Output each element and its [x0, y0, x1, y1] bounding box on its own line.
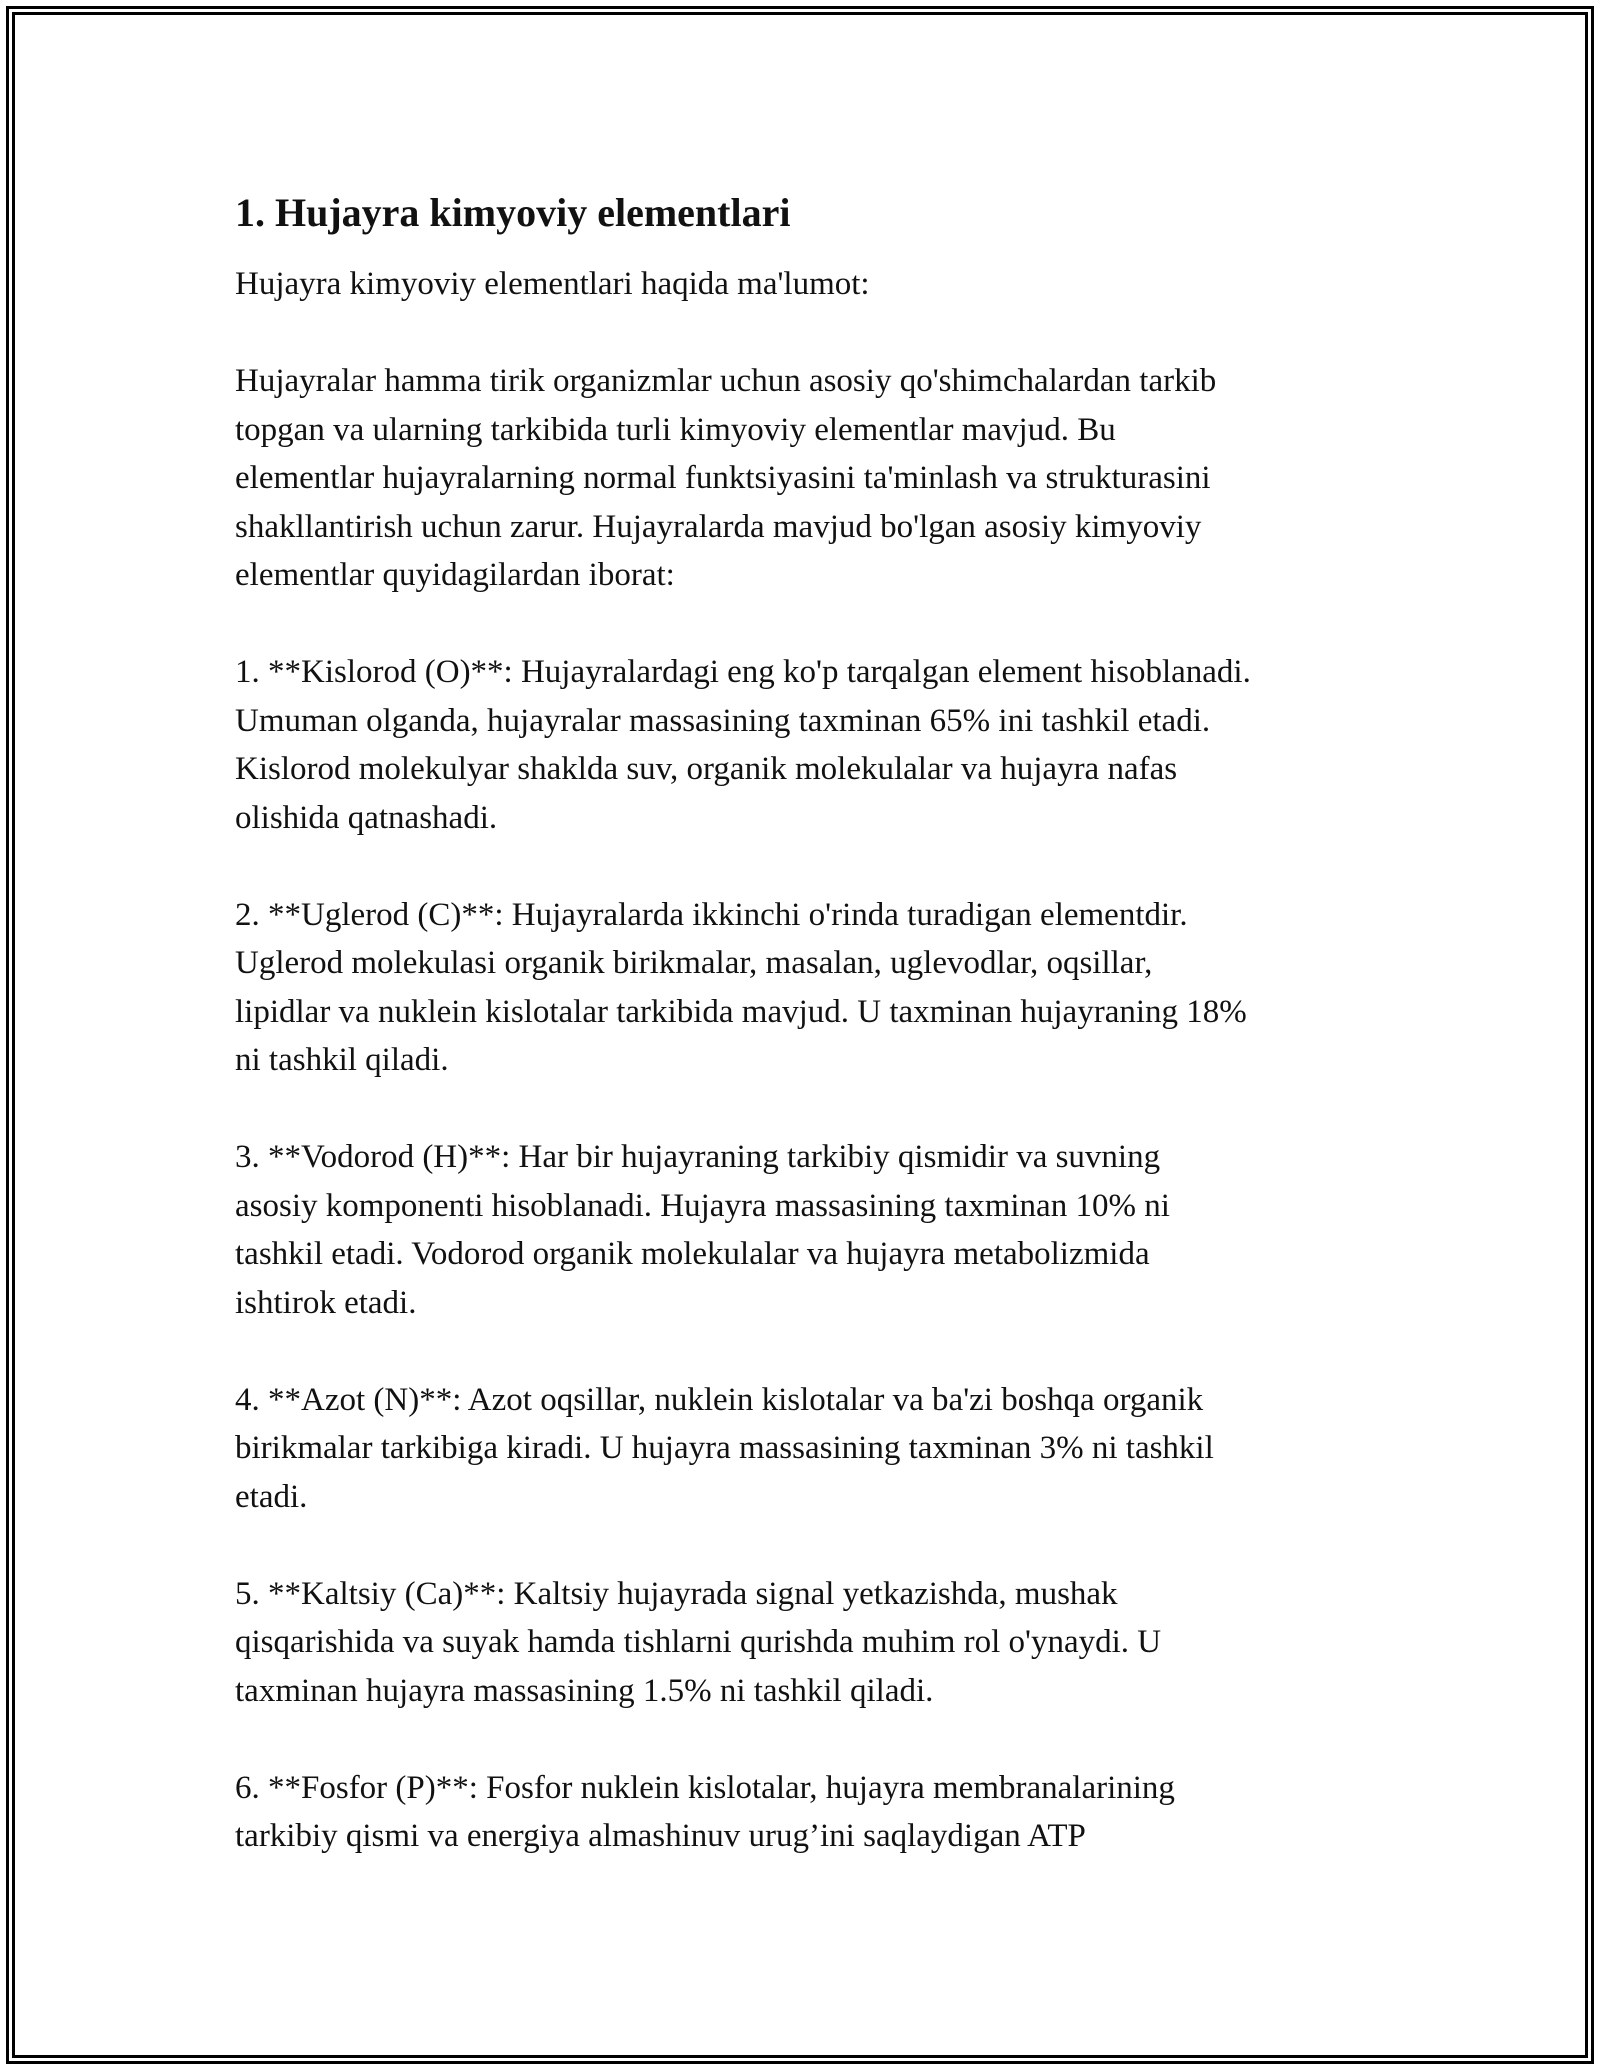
document-body [235, 188, 1385, 1909]
paragraph-carbon: 2. **Uglerod (C)**: Hujayralarda ikkinchi o'rinda turadigan elementdir. Uglerod molekulasi organik birikmalar, masalan, uglevodlar, oqsillar, lipidlar va nuklein kislotalar tarkibida mavjud. U taxminan hujayraning 18% ni tashkil qiladi. [235, 896, 1247, 1078]
intro-paragraph: Hujayra kimyoviy elementlari haqida ma'lumot: [235, 266, 870, 302]
document-title: 1. Hujayra kimyoviy elementlari [235, 190, 791, 235]
paragraph-phosphorus: 6. **Fosfor (P)**: Fosfor nuklein kislotalar, hujayra membranalarining tarkibiy qismi va energiya almashinuv urug’ini saqlaydigan ATP [235, 1769, 1175, 1854]
paragraph-hydrogen: 3. **Vodorod (H)**: Har bir hujayraning tarkibiy qismidir va suvning asosiy komponenti hisoblanadi. Hujayra massasining taxminan 10% ni tashkil etadi. Vodorod organik molekulalar va hujayra metabolizmida ishtirok etadi. [235, 1139, 1170, 1321]
paragraph-nitrogen: 4. **Azot (N)**: Azot oqsillar, nuklein kislotalar va ba'zi boshqa organik birikmalar tarkibiga kiradi. U hujayra massasining taxminan 3% ni tashkil etadi. [235, 1381, 1214, 1515]
paragraph-overview: Hujayralar hamma tirik organizmlar uchun asosiy qo'shimchalardan tarkib topgan va ularning tarkibida turli kimyoviy elementlar mavjud. Bu elementlar hujayralarning normal funktsiyasini ta'minlash va strukturasini shakllantirish uchun zarur. Hujayralarda mavjud bo'lgan asosiy kimyoviy elementlar quyidagilardan iborat: [235, 363, 1217, 593]
paragraph-oxygen: 1. **Kislorod (O)**: Hujayralardagi eng ko'p tarqalgan element hisoblanadi. Umuman olganda, hujayralar massasining taxminan 65% ini tashkil etadi. Kislorod molekulyar shaklda suv, organik molekulalar va hujayra nafas olishida qatnashadi. [235, 654, 1251, 836]
paragraph-calcium: 5. **Kaltsiy (Ca)**: Kaltsiy hujayrada signal yetkazishda, mushak qisqarishida va suyak hamda tishlarni qurishda muhim rol o'ynaydi. U taxminan hujayra massasining 1.5% ni tashkil qiladi. [235, 1575, 1162, 1709]
